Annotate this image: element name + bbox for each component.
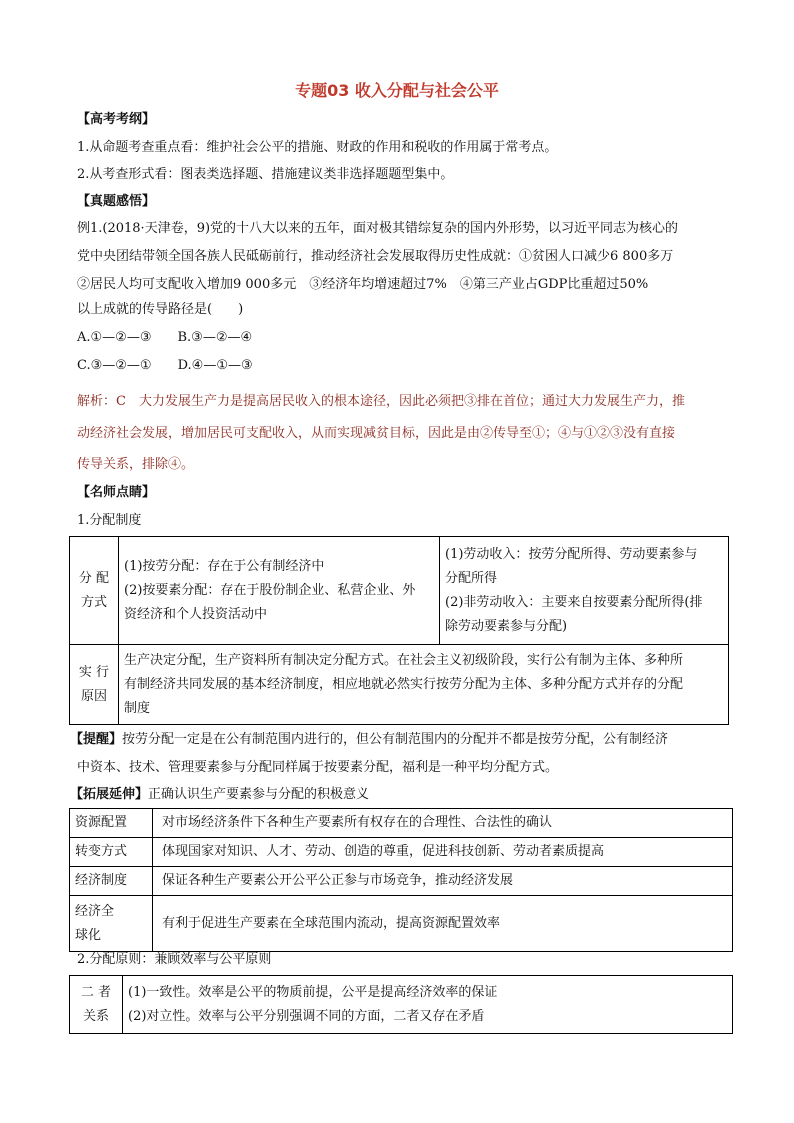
table-row bbox=[70, 867, 733, 896]
example-line-1: 例1.(2018·天津卷，9)党的十八大以来的五年，面对极其错综复杂的国内外形势，以习近平同志为核心的 bbox=[77, 221, 679, 236]
extension-table bbox=[69, 808, 733, 952]
example-line-3: ②居民人均可支配收入增加9 000多元 ③经济年均增速超过7% ④第三产业占GDP比重超过50% bbox=[77, 277, 649, 292]
analysis-line-2: 动经济社会发展，增加居民可支配收入，从而实现减贫目标，因此是由②传导至①；④与①②③没有直接 bbox=[77, 426, 676, 441]
table-row bbox=[70, 838, 733, 867]
option-line-1: A.①—②—③ B.③—②—④ bbox=[77, 330, 253, 345]
gaokao-item-2: 2.从考查形式看：图表类选择题、措施建议类非选择题题型集中。 bbox=[77, 167, 454, 182]
row-body: 对市场经济条件下各种生产要素所有权存在的合理性、合法性的确认 bbox=[153, 809, 733, 838]
row-body: 有利于促进生产要素在全球范围内流动，提高资源配置效率 bbox=[153, 896, 733, 952]
row-header-distribution-method: 分 配 方式 bbox=[70, 537, 119, 645]
distribution-method-cell: (1)按劳分配：存在于公有制经济中 (2)按要素分配：存在于股份制企业、私营企业、外 资经济和个人投资活动中 bbox=[119, 537, 440, 645]
income-type-cell: (1)劳动收入：按劳分配所得、劳动要素参与 分配所得 (2)非劳动收入：主要来自按要素分配所得(排 除劳动要素参与分配) bbox=[440, 537, 729, 645]
analysis-line-3: 传导关系，排除④。 bbox=[77, 457, 195, 472]
table-row bbox=[70, 645, 729, 725]
table-row bbox=[70, 896, 733, 952]
page-title: 专题03 收入分配与社会公平 bbox=[295, 81, 499, 100]
row-header-reason: 实 行 原因 bbox=[70, 645, 119, 725]
reason-cell: 生产决定分配，生产资料所有制决定分配方式。在社会主义初级阶段，实行公有制为主体、多种所 有制经济共同发展的基本经济制度，相应地就必然实行按劳分配为主体、多种分配方式并存的分配 制度 bbox=[119, 645, 729, 725]
zhenti-header: 【真题感悟】 bbox=[77, 194, 156, 209]
relationship-table bbox=[69, 975, 733, 1034]
example-line-2: 党中央团结带领全国各族人民砥砺前行，推动经济社会发展取得历史性成就：①贫困人口减少6 800多万 bbox=[77, 249, 674, 264]
row-body: 体现国家对知识、人才、劳动、创造的尊重，促进科技创新、劳动者素质提高 bbox=[153, 838, 733, 867]
example-question: 以上成就的传导路径是( ) bbox=[77, 302, 244, 317]
table-row bbox=[70, 809, 733, 838]
row-header: 资源配置 bbox=[70, 809, 153, 838]
row-header: 经济全 球化 bbox=[70, 896, 153, 952]
reminder-line-2: 中资本、技术、管理要素参与分配同样属于按要素分配，福利是一种平均分配方式。 bbox=[77, 760, 559, 775]
gaokao-header: 【高考考纲】 bbox=[77, 112, 156, 127]
extension-heading: 【拓展延伸】正确认识生产要素参与分配的积极意义 bbox=[70, 787, 370, 802]
row-header: 转变方式 bbox=[70, 838, 153, 867]
gaokao-item-1: 1.从命题考查重点看：维护社会公平的措施、财政的作用和税收的作用属于常考点。 bbox=[77, 140, 558, 155]
option-line-2: C.③—②—① D.④—①—③ bbox=[77, 358, 253, 373]
reminder-line-1: 【提醒】按劳分配一定是在公有制范围内进行的，但公有制范围内的分配并不都是按劳分配，公有制经济 bbox=[70, 732, 669, 747]
table-row bbox=[70, 537, 729, 645]
reminder-label: 【提醒】 bbox=[70, 732, 123, 747]
table-row bbox=[70, 976, 733, 1034]
row-body: 保证各种生产要素公开公平公正参与市场竞争，推动经济发展 bbox=[153, 867, 733, 896]
distribution-table bbox=[69, 536, 729, 725]
analysis-line-1: 解析：C 大力发展生产力是提高居民收入的根本途径，因此必须把③排在首位；通过大力发展生产力，推 bbox=[77, 394, 685, 409]
section-heading-2: 2.分配原则：兼顾效率与公平原则 bbox=[77, 952, 272, 967]
mingshi-header: 【名师点睛】 bbox=[77, 485, 156, 500]
section-heading-1: 1.分配制度 bbox=[77, 513, 142, 528]
row-header: 经济制度 bbox=[70, 867, 153, 896]
relationship-cell: (1)一致性。效率是公平的物质前提，公平是提高经济效率的保证 (2)对立性。效率与公平分别强调不同的方面，二者又存在矛盾 bbox=[123, 976, 733, 1034]
row-header-relationship: 二 者 关系 bbox=[70, 976, 123, 1034]
extension-label: 【拓展延伸】 bbox=[70, 787, 149, 802]
